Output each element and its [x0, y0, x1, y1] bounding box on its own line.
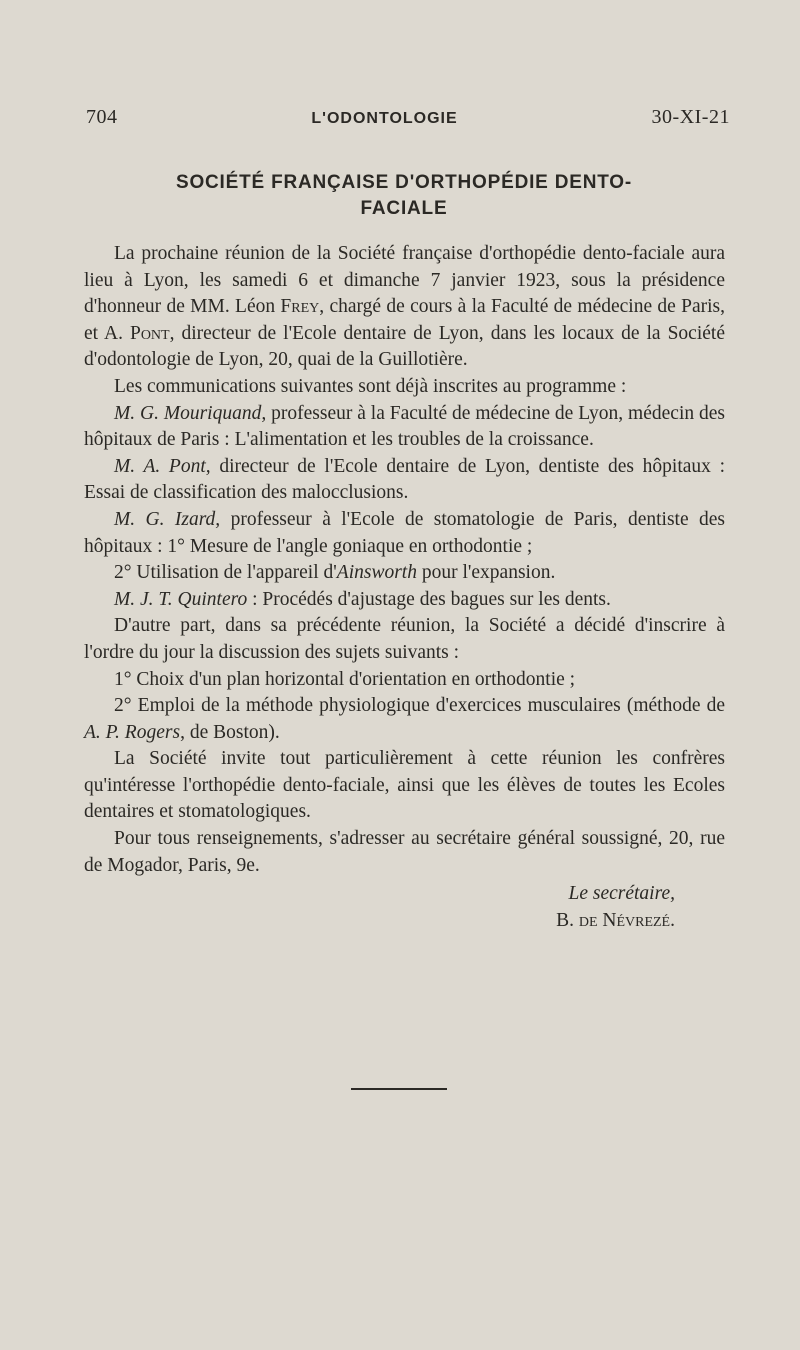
- title-line-1: SOCIÉTÉ FRANÇAISE D'ORTHOPÉDIE DENTO-: [175, 172, 633, 193]
- text-run: 2° Utilisation de l'appareil d': [114, 562, 337, 584]
- text-run: Névrezé.: [597, 909, 675, 931]
- name-rogers: A. P. Rogers: [84, 721, 181, 743]
- speaker-name: M. G. Mouriquand,: [114, 402, 267, 424]
- signature-name: [84, 908, 675, 935]
- speaker-name: M. A. Pont,: [114, 455, 211, 477]
- page-header: [86, 106, 730, 129]
- text-run: 2° Emploi de la méthode physiologique d'exercices musculaires (méthode de: [114, 695, 725, 717]
- speaker-name: M. G. Izard,: [114, 508, 221, 530]
- journal-title: L'ODONTOLOGIE: [311, 110, 458, 127]
- paragraph-quintero: [84, 587, 725, 614]
- text-run: directeur de l'Ecole dentaire de Lyon, dentiste des hôpitaux : Essai de classification des malocclusions.: [84, 455, 725, 504]
- text-run: professeur à l'Ecole de stomatologie de Paris, dentiste des hôpitaux : 1° Mesure de l'angle goniaque en orthodontie ;: [84, 508, 725, 557]
- text-run: pour l'expansion.: [416, 562, 556, 584]
- paragraph-contact: Pour tous renseignements, s'adresser au secrétaire général soussigné, 20, rue de Mogador, Paris, 9e.: [84, 828, 725, 876]
- article-title: [83, 170, 725, 222]
- paragraph-program-intro: Les communications suivantes sont déjà inscrites au programme :: [114, 375, 627, 397]
- paragraph-previous-meeting: D'autre part, dans sa précédente réunion, la Société a décidé d'inscrire à l'ordre du jour la discussion des sujets suivants :: [84, 615, 725, 663]
- text-run: professeur à la Faculté de médecine de Lyon, médecin des hôpitaux de Paris : L'alimentation et les troubles de la croissance.: [84, 402, 725, 451]
- signature-block: [84, 881, 725, 934]
- signature-role: Le secrétaire,: [568, 883, 675, 905]
- paragraph-izard-2: [84, 560, 725, 587]
- paragraph-topic-2: [84, 693, 725, 746]
- title-line-2: FACIALE: [360, 198, 448, 219]
- page-number: 704: [86, 106, 118, 128]
- speaker-name: M. J. T. Quintero: [114, 588, 248, 610]
- name-ainsworth: Ainsworth: [336, 562, 417, 584]
- text-run: de: [578, 909, 598, 931]
- end-rule: [351, 1088, 447, 1090]
- name-pont: Pont: [129, 322, 170, 344]
- name-frey: Frey: [280, 296, 320, 318]
- paragraph-mouriquand: [84, 401, 725, 454]
- paragraph-announcement: [84, 241, 725, 374]
- text-run: La prochaine réunion de la Société française d'orthopédie dento-faciale aura lieu à Lyon, les samedi 6 et dimanche 7 janvier 1923, sous la présidence d'honneur de MM. Léon: [84, 243, 725, 318]
- article-body: [84, 241, 725, 934]
- text-run: : Procédés d'ajustage des bagues sur les dents.: [247, 588, 611, 610]
- issue-date: 30-XI-21: [651, 106, 730, 128]
- paragraph-pont: [84, 454, 725, 507]
- paragraph-izard: [84, 507, 725, 560]
- text-run: B.: [556, 909, 579, 931]
- text-run: , de Boston).: [180, 721, 280, 743]
- text-run: , directeur de l'Ecole dentaire de Lyon, dans les locaux de la Société d'odontologie de Lyon, 20, quai de la Guillotière.: [84, 322, 725, 371]
- paragraph-invitation: La Société invite tout particulièrement à cette réunion les confrères qu'intéresse l'orthopédie dento-faciale, ainsi que les élèves de toutes les Ecoles dentaires et stomatologiques.: [84, 748, 725, 823]
- paragraph-topic-1: 1° Choix d'un plan horizontal d'orientation en orthodontie ;: [114, 668, 576, 690]
- text-run: , chargé de cours à la Faculté de médecine de Paris, et A.: [84, 296, 725, 344]
